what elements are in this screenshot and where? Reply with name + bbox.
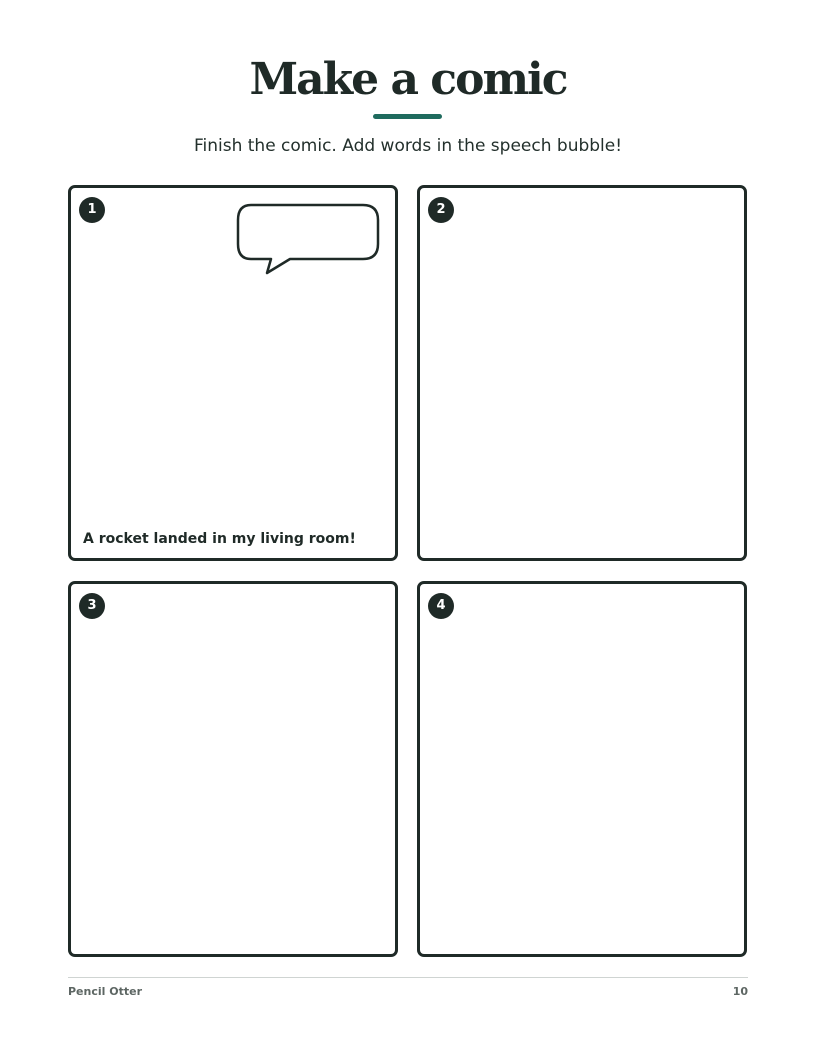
title-underline [373,114,442,119]
comic-panel-1[interactable] [68,185,398,561]
panel-number-badge: 2 [428,197,454,223]
footer-brand: Pencil Otter [68,985,142,998]
page-title: Make a comic [249,54,567,105]
footer-divider [68,977,748,978]
comic-panel-4[interactable] [417,581,747,957]
panel-caption: A rocket landed in my living room! [83,531,356,547]
panel-number-badge: 3 [79,593,105,619]
speech-bubble[interactable] [235,202,383,278]
panel-number-badge: 4 [428,593,454,619]
footer-page-number: 10 [732,985,748,998]
speech-bubble-outline [238,205,378,273]
comic-panel-3[interactable] [68,581,398,957]
comic-panel-2[interactable] [417,185,747,561]
instructions: Finish the comic. Add words in the speech bubble! [193,136,623,156]
panel-number-badge: 1 [79,197,105,223]
